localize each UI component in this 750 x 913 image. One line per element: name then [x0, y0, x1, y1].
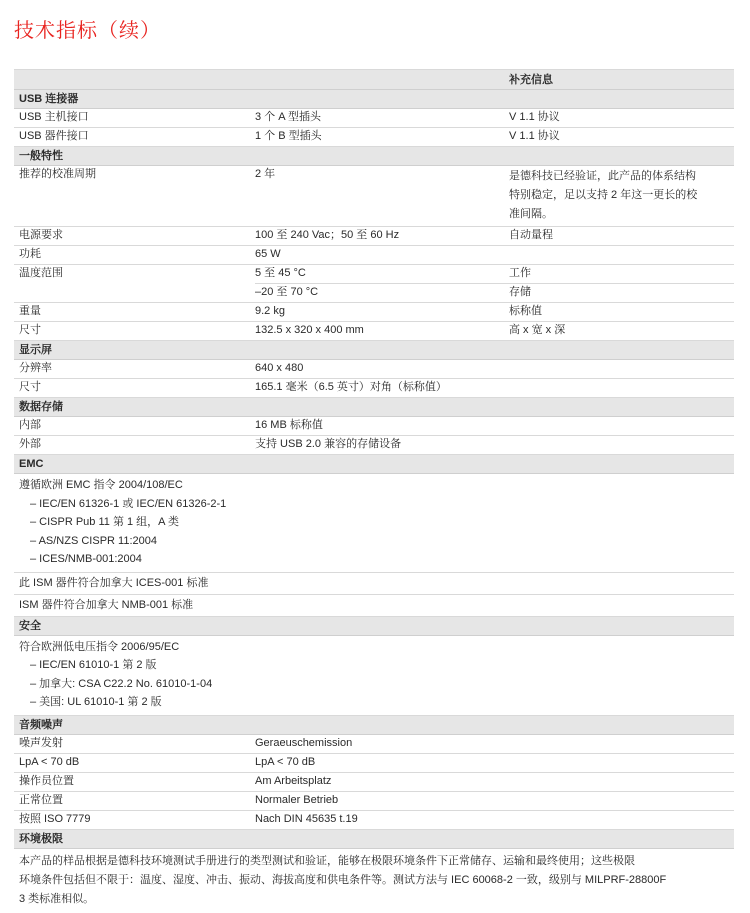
- safety-compliance-list: 符合欧洲低电压指令 2006/95/EC – IEC/EN 61010-1 第 2 版 – 加拿大: CSA C22.2 No. 61010-1-04 – 美国: UL 61010-1 第 2 版: [14, 636, 734, 716]
- table-row: 操作员位置 Am Arbeitsplatz: [14, 773, 734, 792]
- section-usb: USB 连接器: [14, 90, 734, 109]
- table-row: 内部 16 MB 标称值: [14, 417, 734, 436]
- emc-compliance-list: 遵循欧洲 EMC 指令 2004/108/EC – IEC/EN 61326-1 或 IEC/EN 61326-2-1 – CISPR Pub 11 第 1 组，A 类 – AS/NZS CISPR 11:2004 – ICES/NMB-001:2004: [14, 474, 734, 573]
- section-display: 显示屏: [14, 341, 734, 360]
- table-row: 尺寸 165.1 毫米（6.5 英寸）对角（标称值）: [14, 379, 734, 398]
- table-header-row: [14, 69, 734, 90]
- table-row: 推荐的校准周期 2 年 是德科技已经验证，此产品的体系结构 特别稳定，足以支持 2 年这一更长的校 准间隔。: [14, 166, 734, 227]
- table-row: LpA < 70 dB LpA < 70 dB: [14, 754, 734, 773]
- table-row: 外部 支持 USB 2.0 兼容的存储设备: [14, 436, 734, 455]
- section-environment: 环境极限: [14, 830, 734, 849]
- section-noise: 音频噪声: [14, 716, 734, 735]
- list-item: – ICES/NMB-001:2004: [30, 553, 142, 565]
- section-safety: 安全: [14, 617, 734, 636]
- spec-table: [14, 69, 734, 913]
- column-header-supplementary: 补充信息: [509, 74, 553, 86]
- table-row: 重量 9.2 kg 标称值: [14, 303, 734, 322]
- table-row: USB 器件接口 1 个 B 型插头 V 1.1 协议: [14, 128, 734, 147]
- table-row: 尺寸 132.5 x 320 x 400 mm 高 x 宽 x 深: [14, 322, 734, 341]
- section-storage: 数据存储: [14, 398, 734, 417]
- environment-paragraph: 本产品的样品根据是德科技环境测试手册进行的类型测试和验证，能够在极限环境条件下正常储存、运输和最终使用；这些极限 环境条件包括但不限于：温度、湿度、冲击、振动、海拔高度和供电条件等。测试方法与 IEC 60068-2 一致，级别与 MILPRF-28800F 3 类标准相似。: [19, 854, 667, 905]
- list-item: – IEC/EN 61010-1 第 2 版: [30, 659, 157, 671]
- section-emc: EMC: [14, 455, 734, 474]
- table-row: 电源要求 100 至 240 Vac；50 至 60 Hz 自动量程: [14, 227, 734, 246]
- list-item: – 加拿大: CSA C22.2 No. 61010-1-04: [30, 677, 213, 690]
- page-title: 技术指标（续）: [14, 18, 161, 42]
- table-row: 此 ISM 器件符合加拿大 ICES-001 标准: [14, 573, 734, 595]
- table-row: USB 主机接口 3 个 A 型插头 V 1.1 协议: [14, 109, 734, 128]
- section-general: 一般特性: [14, 147, 734, 166]
- table-row: 功耗 65 W: [14, 246, 734, 265]
- table-row: ISM 器件符合加拿大 NMB-001 标准: [14, 595, 734, 617]
- list-item: – AS/NZS CISPR 11:2004: [30, 534, 157, 547]
- list-item: – IEC/EN 61326-1 或 IEC/EN 61326-2-1: [30, 497, 227, 510]
- list-item: – 美国: UL 61010-1 第 2 版: [30, 696, 162, 708]
- list-item: – CISPR Pub 11 第 1 组，A 类: [30, 516, 179, 528]
- table-row: 温度范围 5 至 45 °C 工作 –20 至 70 °C 存储: [14, 265, 734, 303]
- table-row: 按照 ISO 7779 Nach DIN 45635 t.19: [14, 811, 734, 830]
- table-row: 噪声发射 Geraeuschemission: [14, 735, 734, 754]
- table-row: 分辨率 640 x 480: [14, 360, 734, 379]
- table-row: 正常位置 Normaler Betrieb: [14, 792, 734, 811]
